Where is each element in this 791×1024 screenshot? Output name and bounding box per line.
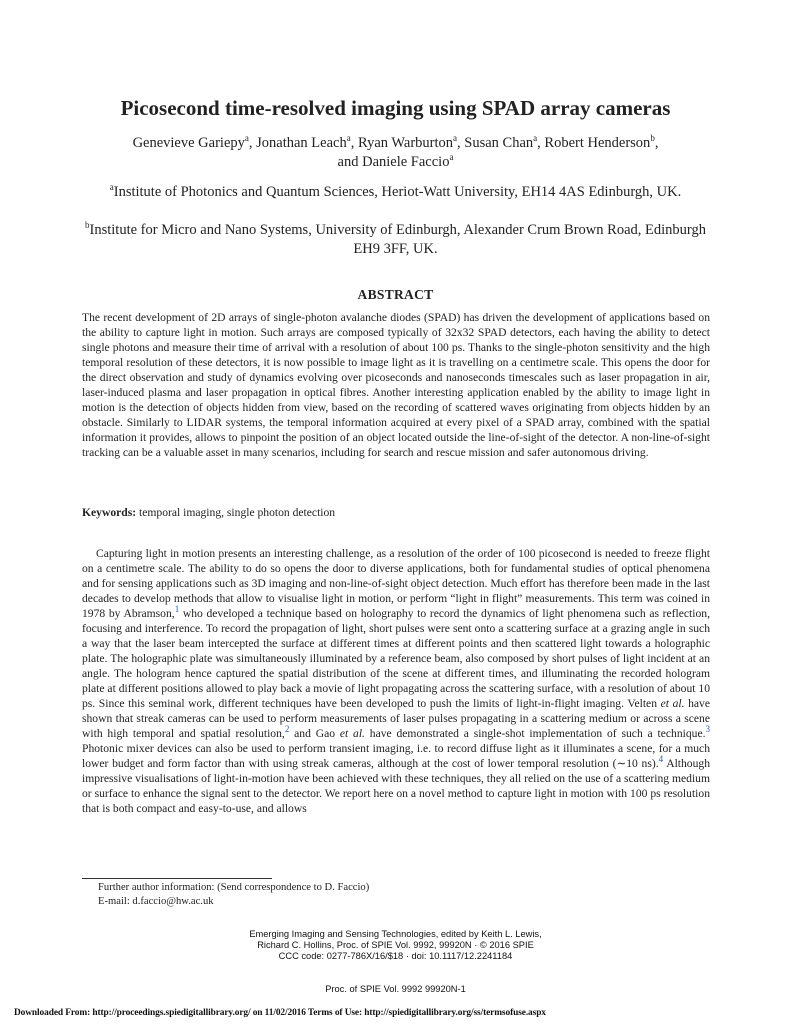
body-text: Photonic mixer devices can also be used to perform transient imaging, i.e. to record diffuse light as it illuminates a scene, for a much lower budget and form factor than with using streak cameras, although at the cost of lower temporal resolution (∼10 ns).: [82, 742, 710, 770]
page-identifier: Proc. of SPIE Vol. 9992 99920N-1: [325, 984, 466, 994]
publication-line: Richard C. Hollins, Proc. of SPIE Vol. 9992, 99920N · © 2016 SPIE: [257, 940, 534, 950]
body-text: Although impressive visualisations of light-in-motion have been achieved with these techniques, they all relied on the use of a scattering medium or surface to enhance the signal sent to the detector. We report here on a novel method to capture light in motion with 100 ps resolution that is both compact and easy-to-use, and allows: [82, 757, 710, 815]
affiliation-mark: a: [533, 133, 538, 144]
affiliation-mark: b: [650, 133, 655, 144]
body-text: Capturing light in motion presents an interesting challenge, as a resolution of the order of 100 picosecond is needed to freeze flight on a centimetre scale. The ability to do so opens the door to diverse applications, both for fundamental studies of optical phenomena and for sensing applications such as 3D imaging and non-line-of-sight object detection. Much effort has therefore been made in the last decades to develop methods that allow to visualise light in motion, or perform “light in flight” measurements. This term was coined in 1978 by Abramson,: [82, 547, 710, 620]
body-text: who developed a technique based on holography to record the dynamics of light phenomena such as reflection, focusing and interference. To record the propagation of light, short pulses were sent onto a scattering surface at a grazing angle in such a way that the laser beam intercepted the surface at different times at different points and then scattered light towards a holographic plate. The holographic plate was simultaneously illuminated by a reference beam, also composed by short pulses of light incident at an angle. The hologram hence captured the spatial distribution of the scene at different times, and illuminating the recorded hologram plate at different positions allowed to play back a movie of light propagating across the scattering surface, with a resolution of about 10 ps. Since this seminal work, different techniques have been developed to push the limits of light-in-flight imaging. Velten: [82, 607, 710, 710]
affiliation-a: [70, 183, 721, 202]
keywords: [82, 505, 710, 520]
footnote-divider: [82, 878, 272, 879]
affiliation-mark: a: [453, 133, 458, 144]
body-italic: et al.: [339, 727, 365, 740]
keywords-label: Keywords:: [82, 506, 137, 519]
citation-link[interactable]: 2: [284, 724, 290, 735]
author-name: Daniele Faccio: [362, 154, 450, 170]
affiliation-mark: a: [449, 152, 454, 163]
footnote-email: E-mail: d.faccio@hw.ac.uk: [98, 896, 214, 907]
author-name: Ryan Warburton: [357, 135, 454, 151]
affiliation-text: Institute of Photonics and Quantum Sciences, Heriot-Watt University, EH14 4AS Edinburgh, UK.: [113, 184, 682, 200]
author-name: Susan Chan: [464, 135, 534, 151]
affiliation-b: [70, 221, 721, 259]
author-name: Jonathan Leach: [256, 135, 347, 151]
author-conjunction: and: [337, 154, 363, 170]
citation-link[interactable]: 3: [705, 724, 710, 735]
body-text: have shown that streak cameras can be used to perform measurements of laser pulses propagating in a scattering medium or across a scene with high temporal and spatial resolution,: [82, 697, 710, 740]
citation-link[interactable]: 4: [658, 754, 664, 765]
affiliation-mark: a: [244, 133, 249, 144]
author-name: Robert Henderson: [544, 135, 651, 151]
author-list: Genevieve Gariepy$^a$, Jonathan Leach$^a$, Ryan Warburton$^a$, Susan Chan$^a$, Robert Henderson$^b$, and Daniele Faccio$^a$: [132, 133, 659, 170]
body-text: have demonstrated a single-shot implementation of such a technique.: [364, 727, 706, 740]
publication-line: Emerging Imaging and Sensing Technologies, edited by Keith L. Lewis,: [249, 929, 542, 939]
affiliation-text: Institute for Micro and Nano Systems, University of Edinburgh, Alexander Crum Brown Road, Edinburgh EH9 3FF, UK.: [89, 222, 706, 257]
body-italic: et al.: [660, 697, 685, 710]
author-name: Genevieve Gariepy: [132, 135, 245, 151]
publication-info: [150, 929, 641, 962]
abstract-heading: ABSTRACT: [357, 287, 434, 302]
abstract-text: The recent development of 2D arrays of single-photon avalanche diodes (SPAD) has driven the development of applications based on the ability to capture light in motion. Such arrays are composed typically of 32x32 SPAD detectors, each having the ability to detect single photons and measure their time of arrival with a resolution of about 100 ps. Thanks to the single-photon sensitivity and the high temporal resolution of these detectors, it is now possible to image light as it is travelling on a centimetre scale. This opens the door for the direct observation and study of dynamics evolving over picoseconds and nanoseconds timescales such as laser propagation in air, laser-induced plasma and laser propagation in optical fibres. Another interesting application enabled by the ability to image light in motion is the detection of objects hidden from view, based on the recording of scattered waves originating from objects hidden by an obstacle. Similarly to LIDAR systems, the temporal information acquired at every pixel of a SPAD array, combined with the spatial information it provides, allows to pinpoint the position of an object located outside the line-of-sight of the detector. A non-line-of-sight tracking can be a valuable asset in many scenarios, including for search and rescue mission and safer autonomous driving.: [82, 311, 710, 459]
keywords-text: temporal imaging, single photon detection: [139, 506, 336, 519]
download-notice: Downloaded From: http://proceedings.spiedigitallibrary.org/ on 11/02/2016 Terms of Use: http://spiedigitallibrary.org/ss/termsofuse.aspx: [14, 1008, 546, 1018]
affiliation-mark: a: [109, 182, 114, 193]
footnote-author-info: Further author information: (Send correspondence to D. Faccio): [98, 882, 370, 893]
publication-line: CCC code: 0277-786X/16/$18 · doi: 10.1117/12.2241184: [278, 951, 513, 961]
body-text: and Gao: [289, 727, 340, 740]
body-paragraph: [82, 546, 710, 816]
citation-link[interactable]: 1: [174, 604, 180, 615]
affiliation-mark: a: [346, 133, 351, 144]
paper-title: Picosecond time-resolved imaging using SPAD array cameras: [120, 96, 671, 120]
affiliation-mark: b: [85, 220, 90, 231]
